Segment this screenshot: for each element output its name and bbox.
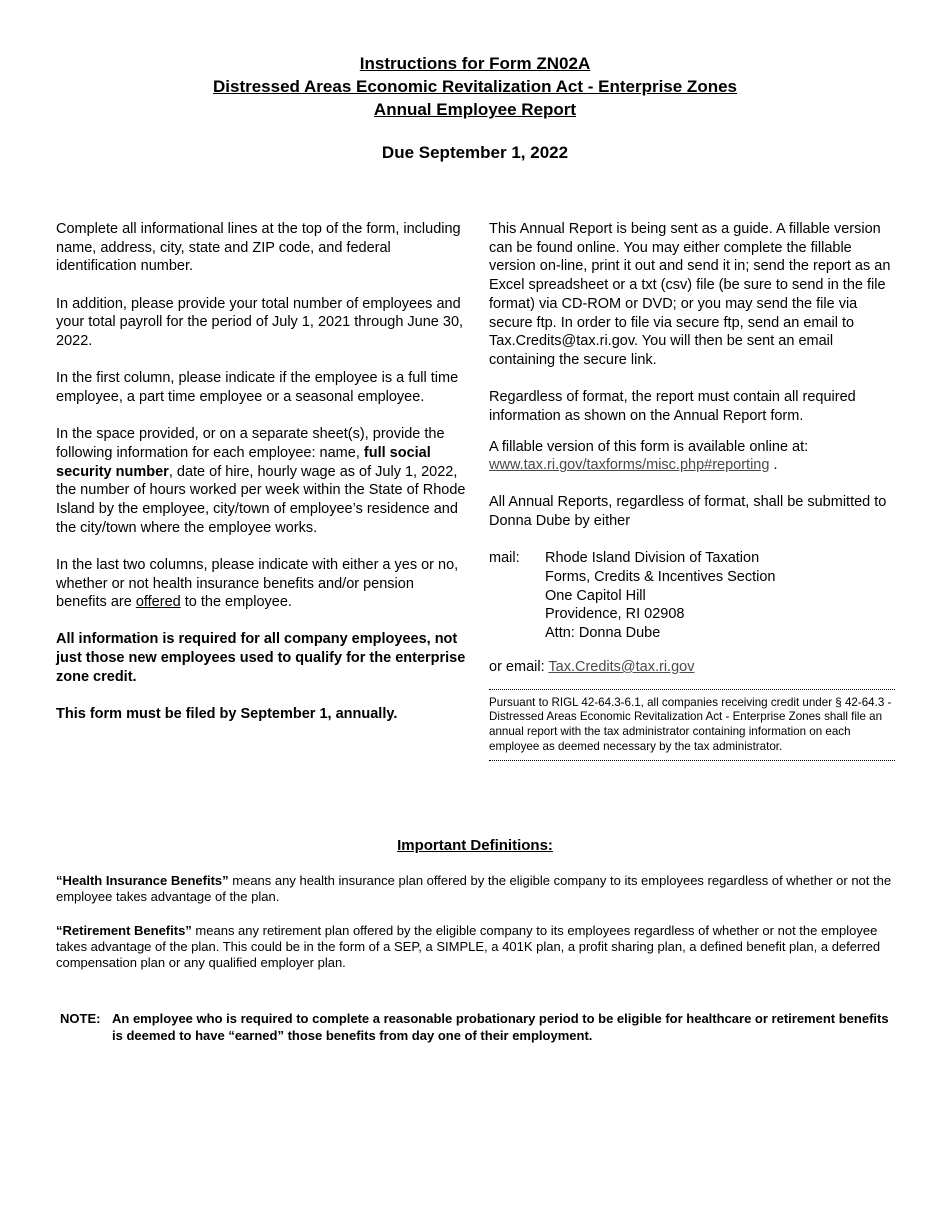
- right-paragraph-2: Regardless of format, the report must contain all required information as shown on the Annual Report form.: [489, 389, 856, 424]
- mail-line: Attn: Donna Dube: [545, 625, 661, 642]
- fillable-text: A fillable version of this form is available online at:: [489, 438, 809, 455]
- health-text: means any health insurance plan offered by the eligible company to its employees regardless of whether or not the employee takes advantage of the plan.: [56, 873, 892, 905]
- mail-address-lines: [545, 549, 775, 643]
- statute-note: Pursuant to RIGL 42-64.3-6.1, all companies receiving credit under § 42-64.3 - Distressed Areas Economic Revitalization Act - Enterprise Zones shall file an annual report with the tax administrator containing information on each employee as deemed necessary by the tax administrator.: [489, 689, 895, 761]
- header-report-name: Annual Employee Report: [373, 100, 577, 119]
- left-paragraph-4: [56, 425, 466, 537]
- fillable-link-period: .: [769, 457, 778, 474]
- left-paragraph-1: Complete all informational lines at the top of the form, including name, address, city, state and ZIP code, and federal identification number.: [56, 221, 461, 275]
- probation-note: [60, 1010, 896, 1044]
- note-label: NOTE:: [60, 1011, 101, 1026]
- mail-line: One Capitol Hill: [545, 587, 646, 604]
- mail-line: Providence, RI 02908: [545, 606, 685, 623]
- definitions-section: [56, 838, 894, 988]
- mail-line: Rhode Island Division of Taxation: [545, 550, 760, 567]
- health-definition: [56, 873, 894, 905]
- left-paragraph-5: [56, 556, 466, 612]
- p4-bold-ssn: full social security number: [56, 444, 431, 480]
- left-paragraph-2: In addition, please provide your total number of employees and your total payroll for the period of July 1, 2021 through June 30, 2022.: [56, 295, 464, 350]
- left-paragraph-3: In the first column, please indicate if the employee is a full time employee, a part time employee or a seasonal employee.: [56, 370, 459, 405]
- fillable-form-link[interactable]: www.tax.ri.gov/taxforms/misc.php#reporting: [489, 457, 770, 474]
- right-paragraph-4: All Annual Reports, regardless of format, shall be submitted to Donna Dube by either: [489, 494, 887, 530]
- retirement-text: means any retirement plan offered by the eligible company to its employees regardless of whether or not the employee takes advantage of the plan. This could be in the form of a SEP, a SIMPLE, a 401K plan, a profit sharing plan, a defined benefit plan, a deferred compensation plan or any qualified employer plan.: [56, 922, 881, 971]
- p5-text-b: to the employee.: [180, 594, 292, 611]
- note-text: An employee who is required to complete a reasonable probationary period to be eligible for healthcare or retirement benefits is deemed to have “earned” those benefits from day one of their employment.: [112, 1011, 889, 1043]
- mail-label: mail:: [489, 550, 520, 567]
- p4-text-b: , date of hire, hourly wage as of July 1, 2022, the number of hours worked per week within the State of Rhode Island by the employee, city/town of employee’s residence and the city/town where the employee works.: [56, 463, 466, 536]
- email-prefix: or email:: [489, 658, 549, 675]
- p4-text-a: In the space provided, or on a separate sheet(s), provide the following information for each employee: name,: [56, 426, 445, 461]
- retirement-term: “Retirement Benefits”: [56, 922, 192, 938]
- due-date: Due September 1, 2022: [381, 143, 569, 162]
- p5-underline-offered: offered: [135, 594, 181, 611]
- health-term: “Health Insurance Benefits”: [56, 873, 229, 889]
- mailing-address: [489, 549, 897, 643]
- mail-line: Forms, Credits & Incentives Section: [545, 569, 776, 586]
- left-paragraph-7: This form must be filed by September 1, annually.: [56, 706, 398, 723]
- email-link[interactable]: Tax.Credits@tax.ri.gov: [548, 658, 695, 675]
- p5-text-a: In the last two columns, please indicate with either a yes or no, whether or not health insurance benefits and/or pension benefits are: [56, 556, 459, 611]
- right-column: [489, 220, 897, 761]
- header-act-name: Distressed Areas Economic Revitalization Act - Enterprise Zones: [212, 77, 737, 96]
- left-column: [56, 220, 466, 742]
- right-paragraph-3: [489, 438, 897, 475]
- right-paragraph-1: This Annual Report is being sent as a guide. A fillable version can be found online. You may either complete the fillable version on-line, print it out and send it in; send the report as an Excel spreadsheet or a txt (csv) file (be sure to send in the file format) via CD-ROM or DVD; or you may send the file via secure ftp. In order to file via secure ftp, send an email to Tax.Credits@tax.ri.gov. You will then be sent an email containing the secure link.: [489, 221, 891, 368]
- form-header: [0, 52, 950, 164]
- left-paragraph-6: All information is required for all company employees, not just those new employees used to qualify for the enterprise zone credit.: [56, 631, 466, 685]
- email-line: [489, 658, 897, 677]
- retirement-definition: [56, 923, 894, 972]
- definitions-title: Important Definitions:: [397, 837, 553, 854]
- header-title: Instructions for Form ZN02A: [359, 54, 591, 73]
